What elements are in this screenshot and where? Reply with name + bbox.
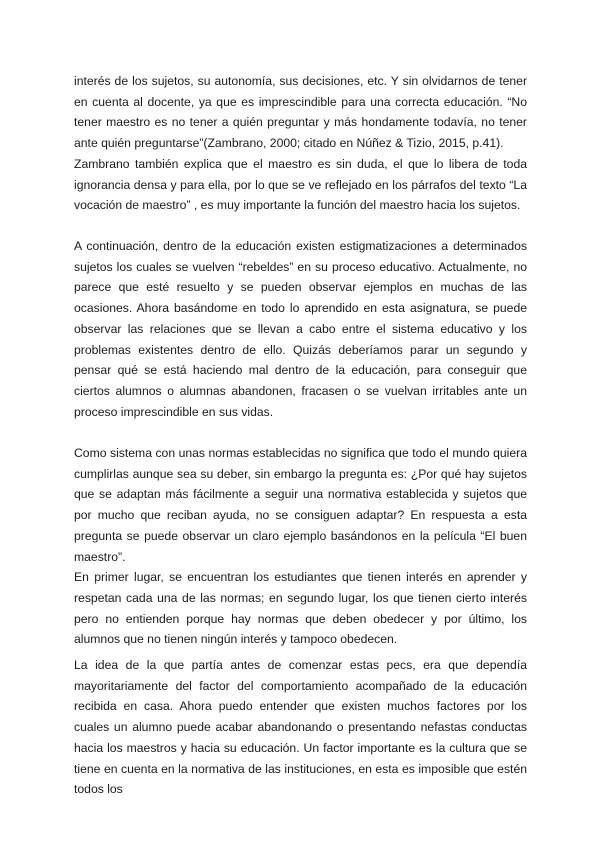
paragraph-text: interés de los sujetos, su autonomía, sus decisiones, etc. Y sin olvidarnos de tener en cuenta al docente, ya que es imprescindible para una correcta educación. “No tener maestro es no tener a quién preguntar y más hondamente todavía, no tener ante quién preguntarse”(Zambrano, 2000; citado en Núñez & Tizio, 2015, p.41). bbox=[74, 74, 527, 151]
paragraph bbox=[74, 236, 527, 422]
paragraph-text: Zambrano también explica que el maestro es sin duda, el que lo libera de toda ignorancia densa y para ella, por lo que se ve reflejado en los párrafos del texto “La vocación de maestro” , es muy importante la función del maestro hacia los sujetos. bbox=[74, 156, 527, 213]
paragraph-text: Como sistema con unas normas establecidas no significa que todo el mundo quiera cumplirlas aunque sea su deber, sin embargo la pregunta es: ¿Por qué hay sujetos que se adaptan más fácilmente a seguir una normativa establecida y sujetos que por mucho que reciban ayuda, no se consiguen adaptar? En respuesta a esta pregunta se puede observar un claro ejemplo basándonos en la película “El buen maestro”. bbox=[74, 446, 527, 564]
paragraph bbox=[74, 443, 527, 650]
paragraph-text: La idea de la que partía antes de comenzar estas pecs, era que dependía mayoritariamente del factor del comportamiento acompañado de la educación recibida en casa. Ahora puedo entender que existen muchos factores por los cuales un alumno puede acabar abandonando o presentando nefastas conductas hacia los maestros y hacia su educación. Un factor importante es la cultura que se tiene en cuenta en la normativa de las instituciones, en esta es imposible que estén todos los bbox=[74, 658, 527, 797]
paragraph-text: En primer lugar, se encuentran los estudiantes que tienen interés en aprender y respetan cada una de las normas; en segundo lugar, los que tienen cierto interés pero no entienden porque hay normas que deben obedecer y por último, los alumnos que no tienen ningún interés y tampoco obedecen. bbox=[74, 570, 527, 647]
paragraph bbox=[74, 71, 527, 216]
paragraph-text: A continuación, dentro de la educación existen estigmatizaciones a determinados sujetos los cuales se vuelven “rebeldes” en su proceso educativo. Actualmente, no parece que esté resuelto y se pueden observar ejemplos en muchas de las ocasiones. Ahora basándome en todo lo aprendido en esta asignatura, se puede observar las relaciones que se llevan a cabo entre el sistema educativo y los problemas existentes dentro de ello. Quizás deberíamos parar un segundo y pensar qué se está haciendo mal dentro de la educación, para conseguir que ciertos alumnos o alumnas abandonen, fracasen o se vuelvan irritables ante un proceso imprescindible en sus vidas. bbox=[74, 239, 527, 419]
paragraph bbox=[74, 655, 527, 800]
